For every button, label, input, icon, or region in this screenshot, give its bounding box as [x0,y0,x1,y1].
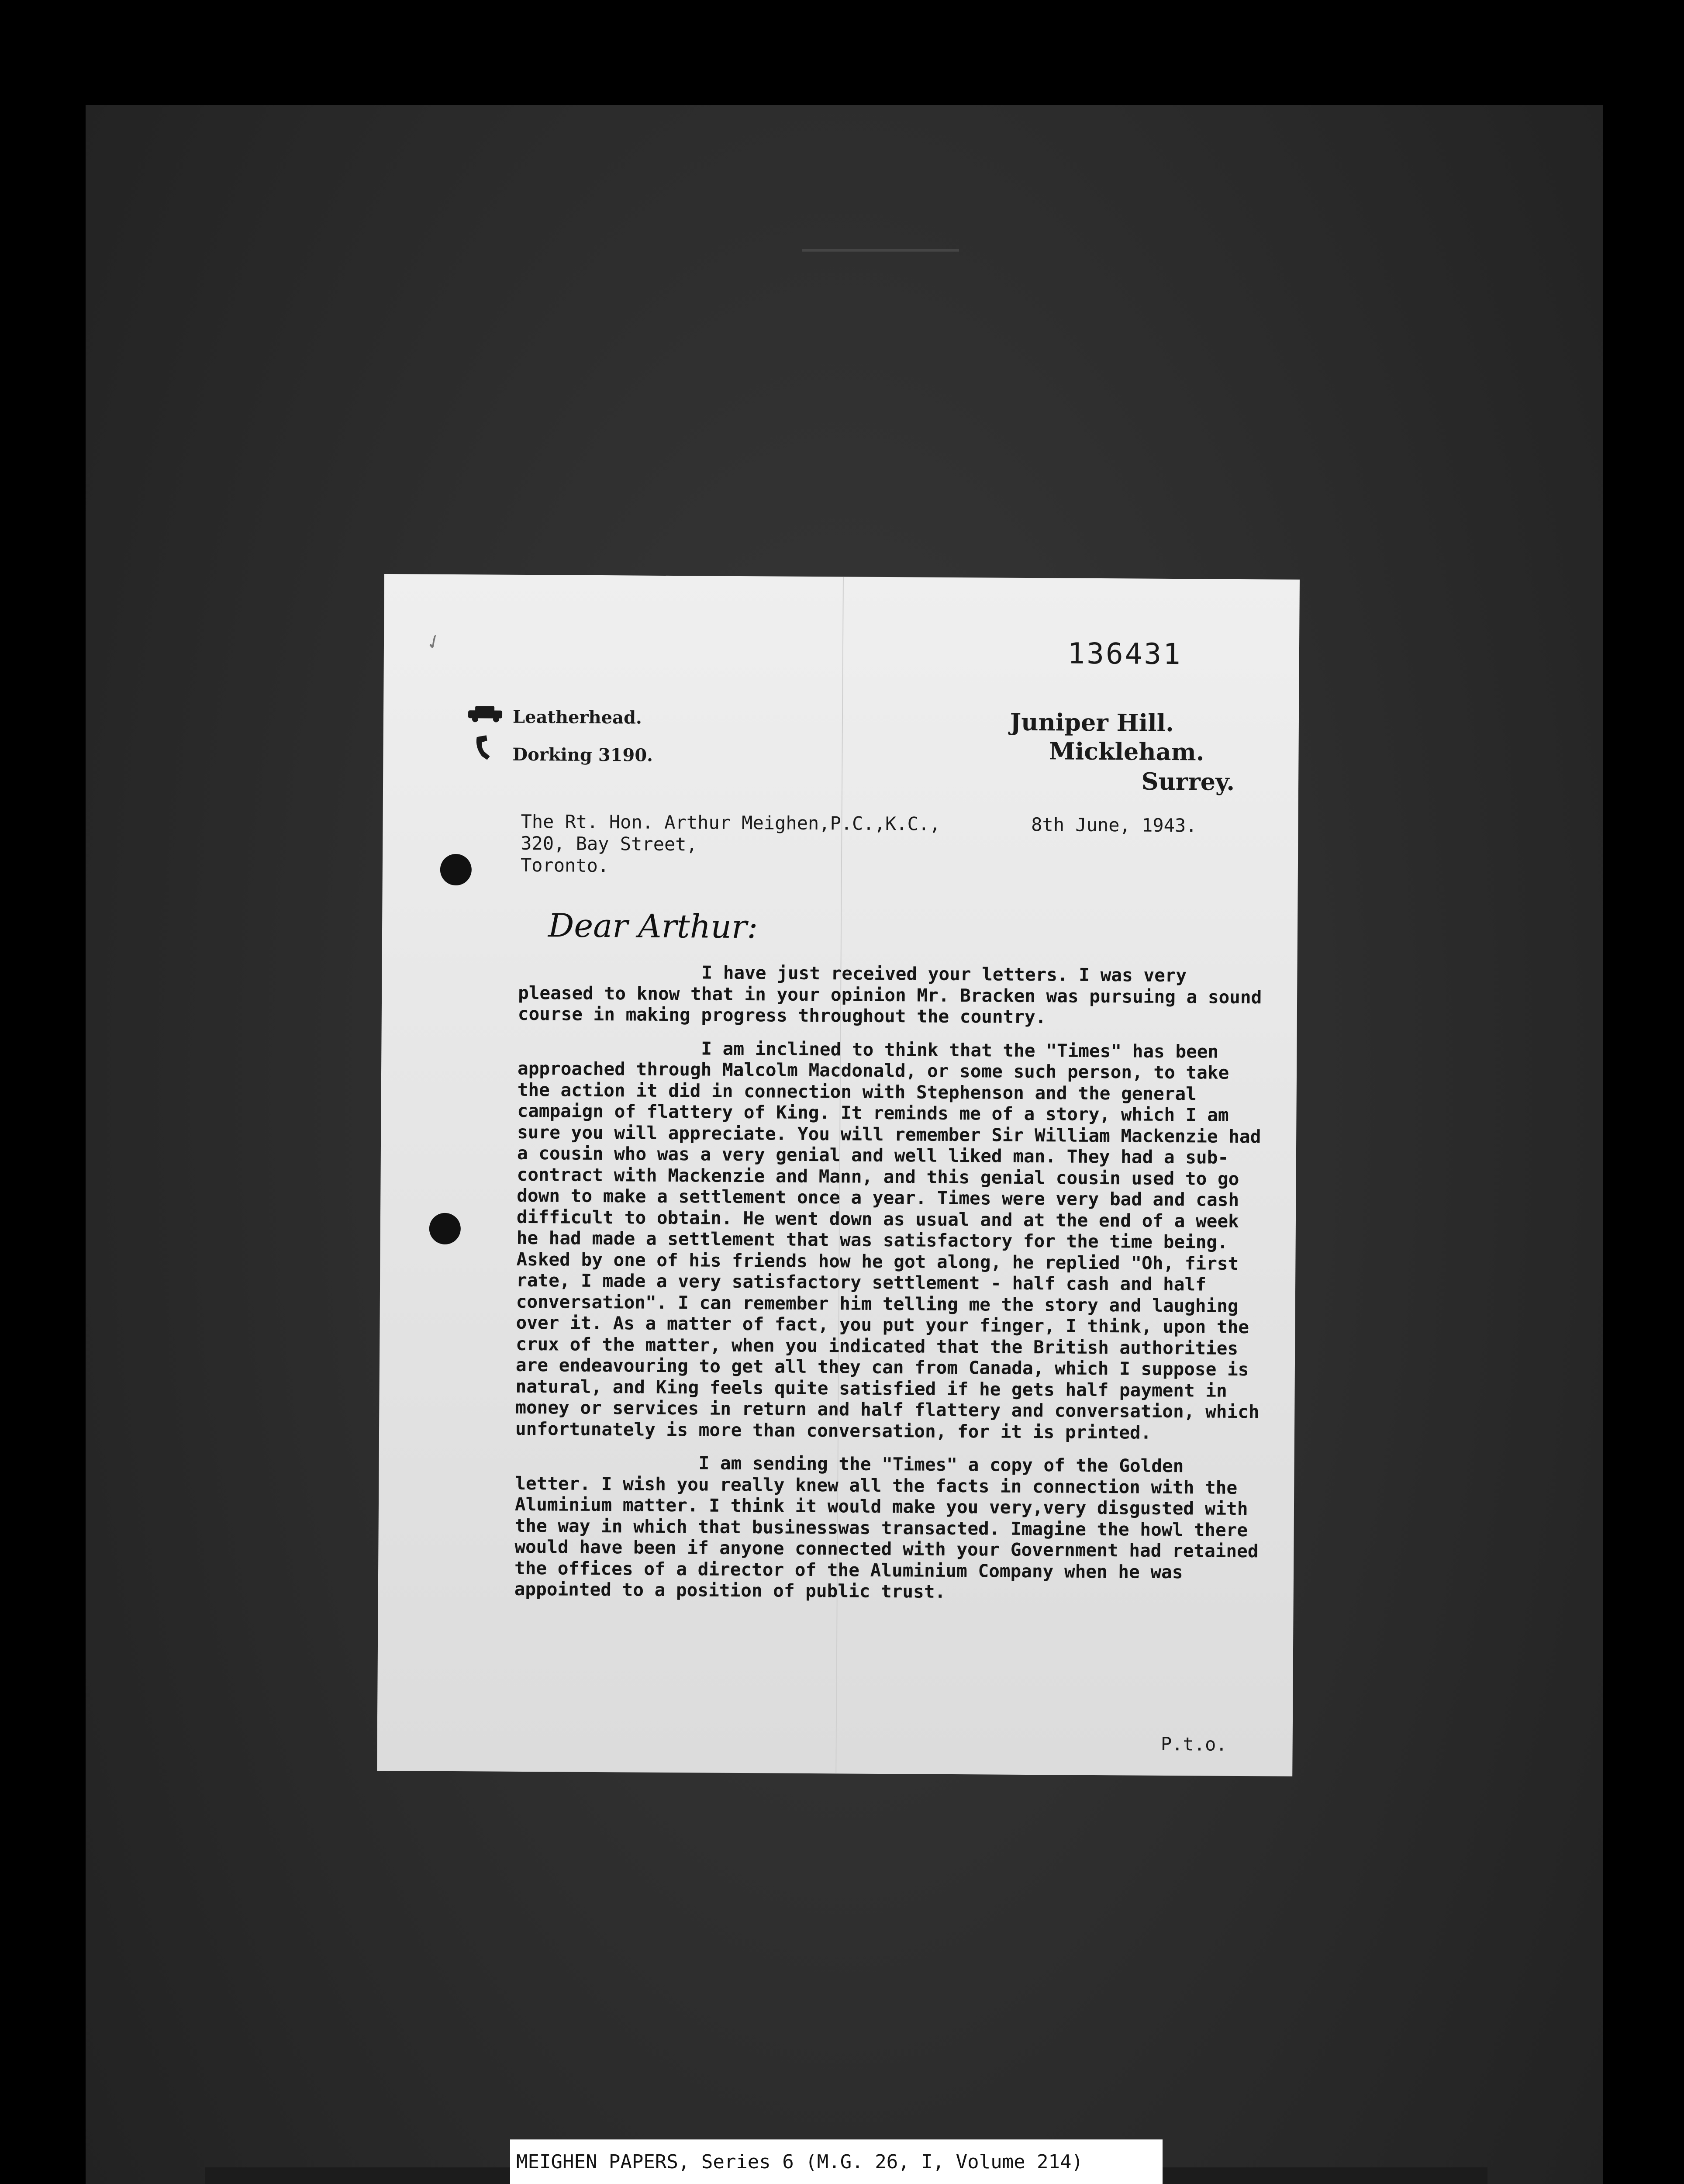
letterhead-house: Juniper Hill. [1010,708,1174,737]
letter-body [514,961,1269,1617]
pencil-mark: ✓ [422,629,446,656]
punch-hole-bottom [429,1213,461,1244]
telephone-icon [464,734,507,774]
letterhead-phone: Dorking 3190. [512,744,653,766]
letterhead-county: Surrey. [1141,767,1235,796]
letterhead-right [1010,707,1235,797]
paragraph: I am inclined to think that the "Times" has been approached through Malcolm Macdonald, or some such person, to take the action it did in connection with Stephenson and the general campaign of flattery of King. It reminds me of a story, which I am sure you will appreciate. You will remember Sir William Mackenzie had a cousin who was a very genial and well liked man. They had a sub-contract with Mackenzie and Mann, and this genial cousin used to go down to make a settlement once a year. Times were very bad and cash difficult to obtain. He went down as usual and at the end of a week he had made a settlement that was satisfactory for the time being. Asked by one of his friends how he got along, he replied "Oh, first rate, I made a very satisfactory settlement - half cash and half conversation". I can remember him telling me the story and laughing over it. As a matter of fact, you put your finger, I think, upon the crux of the matter, when you indicated that the British authorities are endeavouring to get all they can from Canada, which I suppose is natural, and King feels quite satisfied if he gets half payment in money or services in return and half flattery and conversation, which unfortunately is more than conversation, for it is printed. [515,1037,1261,1443]
paragraph: I am sending the "Times" a copy of the Golden letter. I wish you really knew all the facts in connection with the Aluminium matter. I think it would make you very,very disgusted with the way in which that businesswas transacted. Imagine the howl there would have been if anyone connected with your Government had retained the offices of a director of the Aluminium Company when he was appointed to a position of public trust. [514,1452,1259,1602]
salutation: Dear Arthur: [548,907,758,946]
letterhead-left [464,699,653,775]
addressee-block: The Rt. Hon. Arthur Meighen,P.C.,K.C., 320, Bay Street, Toronto. [520,810,941,877]
punch-hole-top [440,854,472,885]
letter-date: 8th June, 1943. [1031,814,1197,836]
page-turn-note: P.t.o. [1160,1733,1227,1755]
mount-scratch [802,249,959,252]
collection-reference: MEIGHEN PAPERS, Series 6 (M.G. 26, I, Volume 214) [510,2139,1163,2184]
letterhead-village: Mickleham. [1049,737,1204,766]
letterhead-station: Leatherhead. [512,706,642,728]
document-number: 136431 [1067,636,1183,671]
paragraph: I have just received your letters. I was very pleased to know that in your opinion Mr. Bracken was pursuing a sound course in making progress throughout the country. [518,962,1262,1028]
letter-page [377,574,1300,1776]
car-icon [465,699,507,735]
